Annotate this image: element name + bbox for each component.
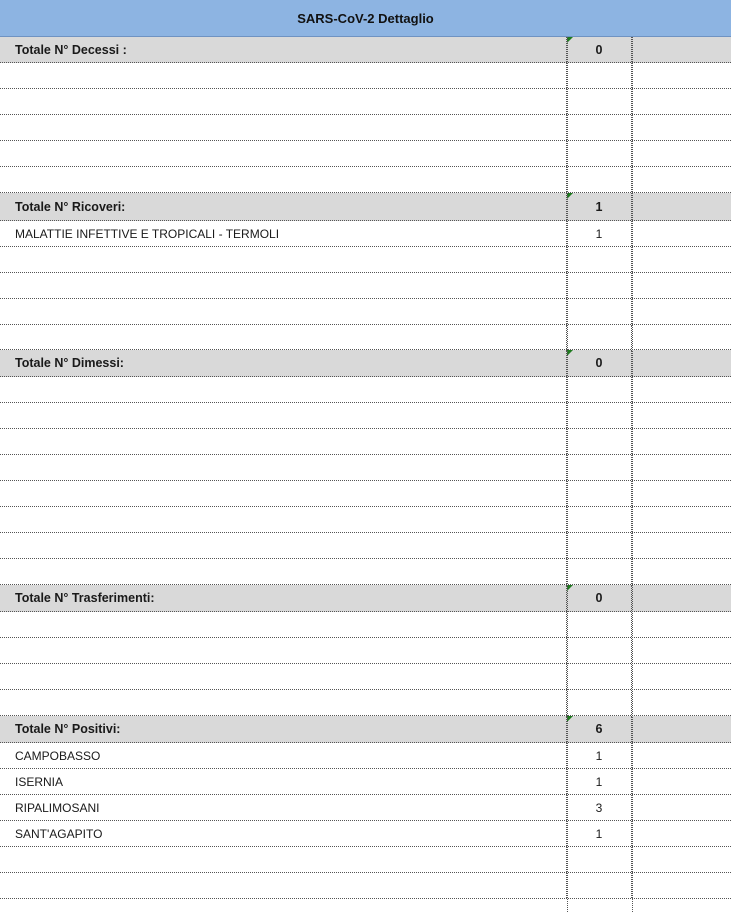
- empty-row[interactable]: [0, 638, 731, 664]
- empty-cell[interactable]: [0, 533, 567, 558]
- empty-cell[interactable]: [0, 247, 567, 272]
- empty-row[interactable]: [0, 403, 731, 429]
- empty-cell[interactable]: [567, 612, 632, 637]
- empty-cell[interactable]: [632, 193, 731, 220]
- empty-cell[interactable]: [0, 89, 567, 114]
- ricoveri-row[interactable]: [0, 221, 731, 247]
- empty-cell[interactable]: [567, 559, 632, 584]
- trasferimenti-total[interactable]: 0: [567, 585, 632, 611]
- empty-cell[interactable]: [567, 141, 632, 166]
- empty-row[interactable]: [0, 247, 731, 273]
- ricoveri-header-row[interactable]: [0, 193, 731, 221]
- empty-cell[interactable]: [0, 690, 567, 715]
- ricoveri-item-name[interactable]: MALATTIE INFETTIVE E TROPICALI - TERMOLI: [0, 221, 567, 246]
- positivi-item-name[interactable]: SANT'AGAPITO: [0, 821, 567, 846]
- empty-row[interactable]: [0, 141, 731, 167]
- column-divider: [567, 37, 568, 912]
- empty-cell[interactable]: [567, 167, 632, 192]
- empty-cell[interactable]: [0, 115, 567, 140]
- decessi-label[interactable]: Totale N° Decessi :: [0, 37, 567, 62]
- empty-cell[interactable]: [0, 612, 567, 637]
- empty-cell[interactable]: [567, 377, 632, 402]
- empty-cell[interactable]: [0, 481, 567, 506]
- column-divider: [632, 37, 633, 912]
- empty-cell[interactable]: [567, 115, 632, 140]
- positivi-row[interactable]: [0, 821, 731, 847]
- empty-cell[interactable]: [632, 350, 731, 376]
- positivi-item-value[interactable]: 1: [567, 821, 632, 846]
- empty-row[interactable]: [0, 63, 731, 89]
- empty-row[interactable]: [0, 507, 731, 533]
- empty-row[interactable]: [0, 455, 731, 481]
- empty-cell[interactable]: [567, 455, 632, 480]
- empty-row[interactable]: [0, 325, 731, 350]
- empty-row[interactable]: [0, 429, 731, 455]
- empty-cell[interactable]: [0, 455, 567, 480]
- empty-cell[interactable]: [567, 299, 632, 324]
- empty-row[interactable]: [0, 115, 731, 141]
- empty-cell[interactable]: [0, 873, 567, 898]
- empty-row[interactable]: [0, 847, 731, 873]
- empty-cell[interactable]: [0, 299, 567, 324]
- empty-cell[interactable]: [0, 507, 567, 532]
- trasferimenti-header-row[interactable]: [0, 585, 731, 612]
- empty-cell[interactable]: [0, 847, 567, 872]
- empty-row[interactable]: [0, 559, 731, 585]
- empty-cell[interactable]: [632, 585, 731, 611]
- empty-row[interactable]: [0, 664, 731, 690]
- empty-cell[interactable]: [567, 273, 632, 298]
- empty-cell[interactable]: [567, 63, 632, 88]
- empty-row[interactable]: [0, 612, 731, 638]
- empty-cell[interactable]: [0, 664, 567, 689]
- empty-row[interactable]: [0, 167, 731, 193]
- empty-cell[interactable]: [567, 89, 632, 114]
- empty-cell[interactable]: [0, 325, 567, 349]
- empty-cell[interactable]: [0, 403, 567, 428]
- empty-cell[interactable]: [567, 690, 632, 715]
- positivi-row[interactable]: [0, 795, 731, 821]
- empty-cell[interactable]: [567, 847, 632, 872]
- empty-cell[interactable]: [632, 716, 731, 742]
- empty-row[interactable]: [0, 533, 731, 559]
- positivi-item-value[interactable]: 1: [567, 743, 632, 768]
- empty-row[interactable]: [0, 690, 731, 716]
- decessi-total[interactable]: 0: [567, 37, 632, 62]
- empty-row[interactable]: [0, 873, 731, 899]
- positivi-label[interactable]: Totale N° Positivi:: [0, 716, 567, 742]
- empty-cell[interactable]: [567, 664, 632, 689]
- ricoveri-total[interactable]: 1: [567, 193, 632, 220]
- empty-cell[interactable]: [0, 377, 567, 402]
- dimessi-total[interactable]: 0: [567, 350, 632, 376]
- positivi-row[interactable]: [0, 769, 731, 795]
- positivi-total[interactable]: 6: [567, 716, 632, 742]
- empty-cell[interactable]: [0, 638, 567, 663]
- positivi-item-name[interactable]: CAMPOBASSO: [0, 743, 567, 768]
- empty-cell[interactable]: [567, 507, 632, 532]
- empty-cell[interactable]: [567, 638, 632, 663]
- empty-row[interactable]: [0, 299, 731, 325]
- empty-cell[interactable]: [567, 325, 632, 349]
- positivi-item-value[interactable]: 1: [567, 769, 632, 794]
- positivi-row[interactable]: [0, 743, 731, 769]
- dimessi-label[interactable]: Totale N° Dimessi:: [0, 350, 567, 376]
- decessi-header-row[interactable]: [0, 37, 731, 63]
- ricoveri-label[interactable]: Totale N° Ricoveri:: [0, 193, 567, 220]
- empty-cell[interactable]: [567, 429, 632, 454]
- empty-cell[interactable]: [567, 247, 632, 272]
- empty-cell[interactable]: [0, 167, 567, 192]
- positivi-item-value[interactable]: 3: [567, 795, 632, 820]
- empty-cell[interactable]: [632, 37, 731, 62]
- dimessi-header-row[interactable]: [0, 350, 731, 377]
- ricoveri-item-value[interactable]: 1: [567, 221, 632, 246]
- sheet-title[interactable]: SARS-CoV-2 Dettaglio: [0, 0, 731, 37]
- empty-row[interactable]: [0, 89, 731, 115]
- positivi-item-name[interactable]: RIPALIMOSANI: [0, 795, 567, 820]
- empty-cell[interactable]: [0, 273, 567, 298]
- empty-cell[interactable]: [567, 403, 632, 428]
- positivi-header-row[interactable]: [0, 716, 731, 743]
- empty-cell[interactable]: [0, 429, 567, 454]
- empty-row[interactable]: [0, 377, 731, 403]
- empty-cell[interactable]: [0, 141, 567, 166]
- empty-cell[interactable]: [567, 873, 632, 898]
- empty-cell[interactable]: [567, 481, 632, 506]
- empty-cell[interactable]: [567, 533, 632, 558]
- trasferimenti-label[interactable]: Totale N° Trasferimenti:: [0, 585, 567, 611]
- empty-cell[interactable]: [0, 63, 567, 88]
- empty-row[interactable]: [0, 273, 731, 299]
- empty-row[interactable]: [0, 481, 731, 507]
- positivi-item-name[interactable]: ISERNIA: [0, 769, 567, 794]
- empty-cell[interactable]: [0, 559, 567, 584]
